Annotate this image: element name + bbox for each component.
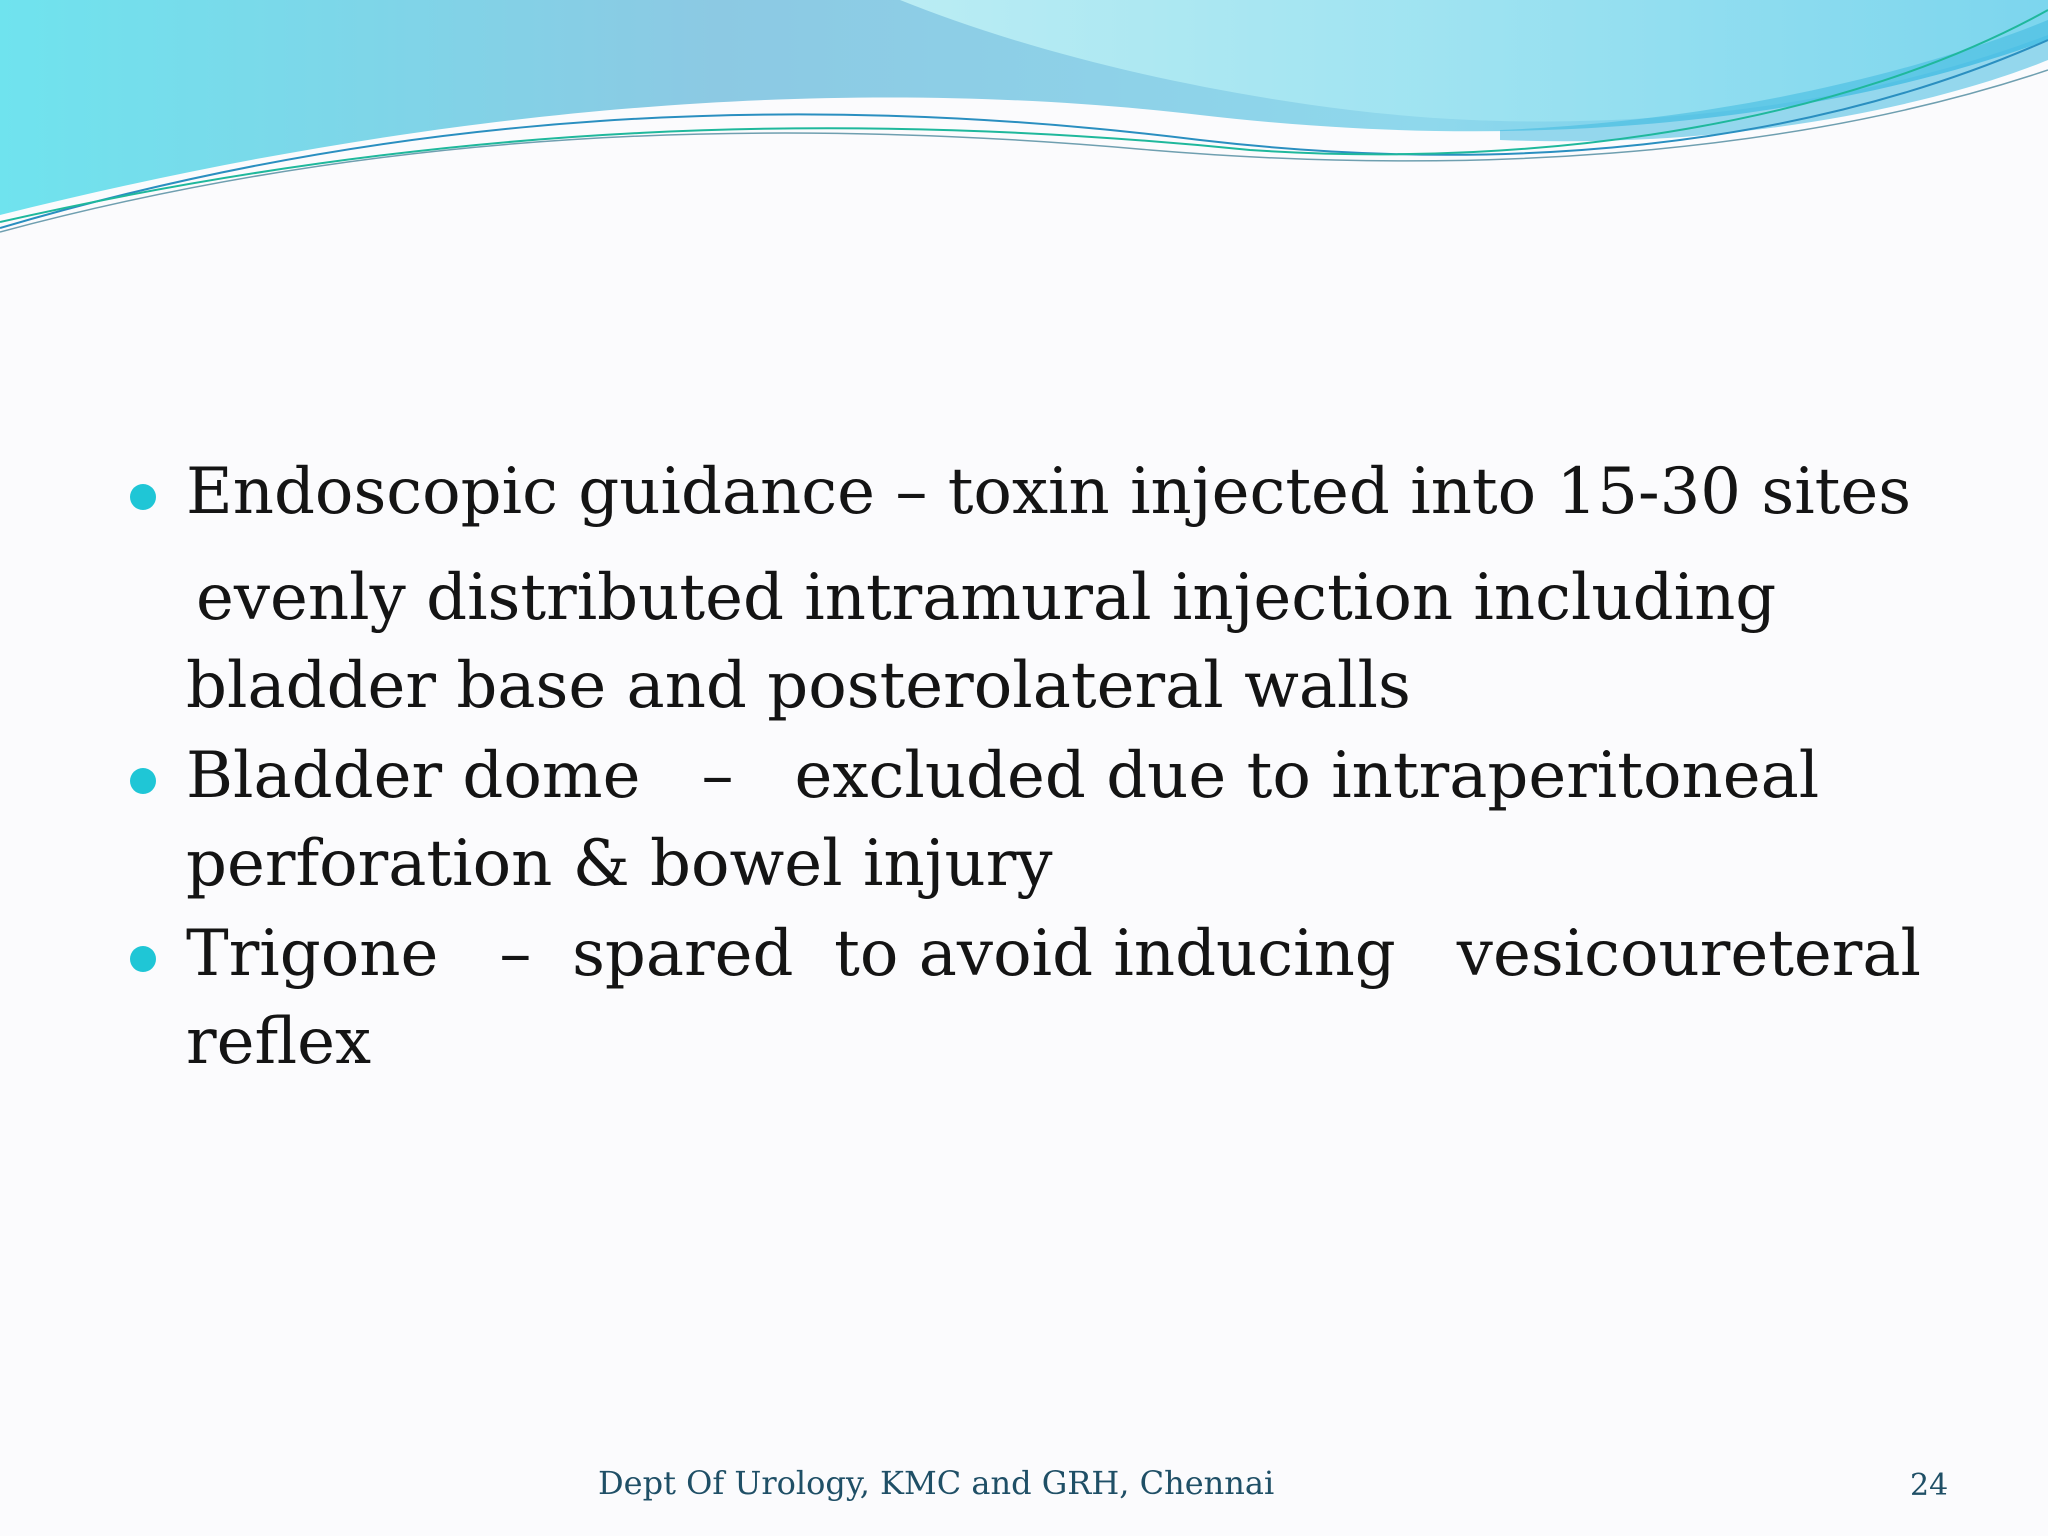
header-wave-decoration (0, 0, 2048, 240)
bullet-text-line: perforation & bowel injury (186, 827, 1053, 901)
bullet-text-line: Endoscopic guidance – toxin injected into 15-30 sites (186, 455, 1912, 529)
bullet-dot-icon (130, 768, 156, 794)
bullet-item (128, 732, 1928, 908)
bullet-dot-icon (130, 484, 156, 510)
bullet-item (128, 448, 1928, 730)
bullet-text-line: Bladder dome – excluded due to intraperitoneal (186, 739, 1820, 813)
bullet-text-line: evenly distributed intramural injection including (196, 561, 1777, 635)
slide-footer: Dept Of Urology, KMC and GRH, Chennai (598, 1464, 1275, 1502)
bullet-text-line: Trigone – spared to avoid inducing vesicoureteral (186, 917, 1921, 991)
bullet-text-line: reflex (186, 1005, 372, 1079)
bullet-item (128, 910, 1928, 1086)
slide-page-number: 24 (1910, 1468, 1949, 1503)
bullet-dot-icon (130, 946, 156, 972)
bullet-text-line: bladder base and posterolateral walls (186, 649, 1411, 723)
bullet-list (128, 448, 1928, 1086)
